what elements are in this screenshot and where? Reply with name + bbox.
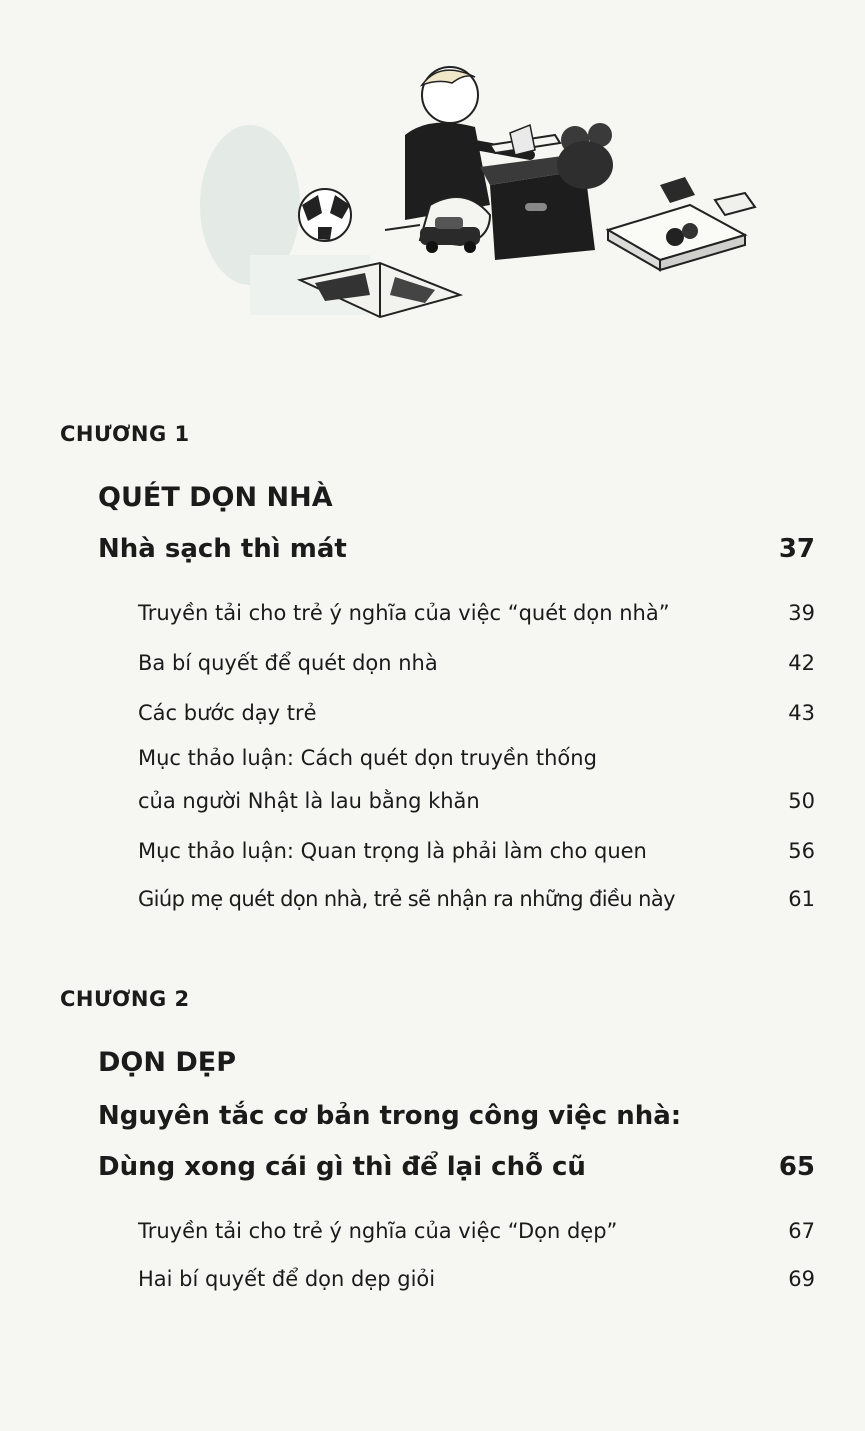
chapter-title: QUÉT DỌN NHÀ: [98, 482, 333, 513]
toc-entry-text: của người Nhật là lau bằng khăn: [138, 789, 480, 813]
chapter-page-number: 65: [778, 1152, 815, 1182]
toy-airplane-icon: [490, 125, 560, 155]
chapter-subtitle-line: Dùng xong cái gì thì để lại chỗ cũ: [98, 1152, 586, 1182]
toc-entry-page: 43: [788, 701, 815, 725]
chapter-label: CHƯƠNG 2: [60, 987, 190, 1011]
toc-entry: [138, 1267, 815, 1291]
toc-entry: [138, 651, 815, 675]
chapter-subtitle: [98, 534, 815, 564]
toc-entry: [138, 601, 815, 625]
toc-entry: [138, 839, 815, 863]
chapter-subtitle: [98, 1101, 815, 1131]
chapter-subtitle-line: Nguyên tắc cơ bản trong công việc nhà:: [98, 1101, 682, 1131]
toc-entry-page: 56: [788, 839, 815, 863]
toc-entry: [138, 1219, 815, 1243]
chapter-page-number: 37: [778, 534, 815, 564]
toc-entry-page: 50: [788, 789, 815, 813]
toc-entry-page: 61: [788, 887, 815, 911]
toc-entry-text: Giúp mẹ quét dọn nhà, trẻ sẽ nhận ra những điều này: [138, 887, 675, 911]
toc-entry-text: Mục thảo luận: Quan trọng là phải làm cho quen: [138, 839, 647, 863]
chapter-label: CHƯƠNG 1: [60, 422, 190, 446]
chapter-subtitle: [98, 1152, 815, 1182]
toc-entry: [138, 887, 815, 911]
toc-entry-text: Các bước dạy trẻ: [138, 701, 317, 725]
chapter-subtitle-line: Nhà sạch thì mát: [98, 534, 347, 564]
chapter-title: DỌN DẸP: [98, 1047, 237, 1078]
toc-entry-text: Truyền tải cho trẻ ý nghĩa của việc “Dọn dẹp”: [138, 1219, 618, 1243]
toc-entry-continuation: [138, 789, 815, 813]
child-playing-illustration: [190, 55, 780, 345]
toc-entry-text: Hai bí quyết để dọn dẹp giỏi: [138, 1267, 436, 1291]
toc-entry-text: Ba bí quyết để quét dọn nhà: [138, 651, 438, 675]
toc-entry-page: 69: [788, 1267, 815, 1291]
toc-entry-text: Mục thảo luận: Cách quét dọn truyền thống: [138, 746, 597, 770]
toc-entry-page: 42: [788, 651, 815, 675]
toc-entry: [138, 701, 815, 725]
toc-entry-page: 67: [788, 1219, 815, 1243]
toc-entry: [138, 746, 815, 770]
toc-entry-page: 39: [788, 601, 815, 625]
toc-entry-text: Truyền tải cho trẻ ý nghĩa của việc “quét dọn nhà”: [138, 601, 670, 625]
ball-icon: [299, 189, 351, 241]
teddy-bear-icon: [557, 123, 613, 189]
